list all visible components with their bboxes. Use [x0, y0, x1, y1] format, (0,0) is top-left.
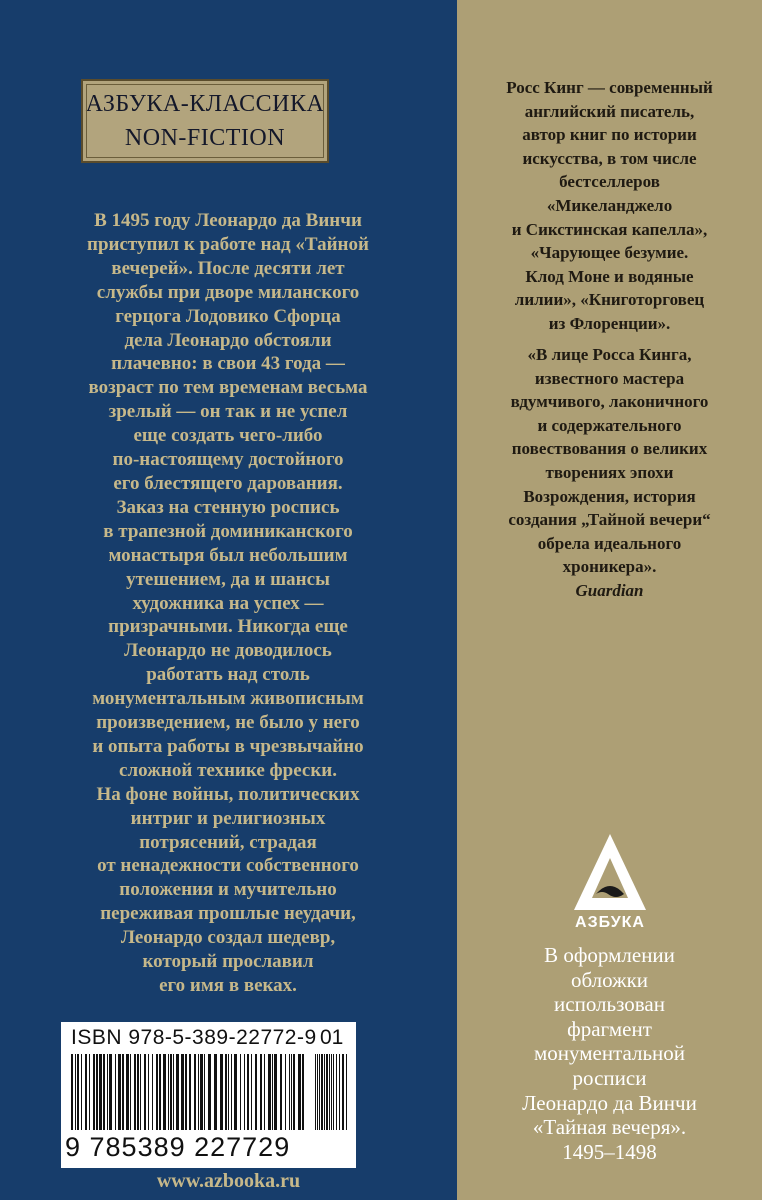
synopsis-line: положения и мучительно	[119, 879, 337, 901]
review-line: обрела идеального	[537, 533, 682, 553]
author-bio-line: Росс Кинг — современный	[506, 78, 713, 97]
review-quote	[477, 343, 742, 603]
synopsis-line: герцога Лодовико Сфорца	[115, 305, 341, 327]
cover-credit	[487, 943, 732, 1164]
isbn-number: ISBN 978-5-389-22772-9	[71, 1026, 317, 1049]
barcode-digits: 9 785389 227729	[65, 1132, 291, 1162]
synopsis-line: работать над столь	[146, 664, 310, 686]
synopsis-line: плачевно: в свои 43 года —	[111, 353, 345, 375]
synopsis-line: утешением, да и шансы	[126, 568, 330, 590]
synopsis-line: приступил к работе над «Тайной	[87, 233, 369, 255]
synopsis-line: его блестящего дарования.	[113, 472, 343, 494]
cover-credit-line: Леонардо да Винчи	[522, 1090, 697, 1115]
synopsis-line: художника на успех —	[132, 592, 324, 614]
synopsis-line: в трапезной доминиканского	[103, 520, 353, 542]
review-line: и содержательного	[537, 415, 682, 435]
isbn-addon: 01	[320, 1026, 344, 1049]
synopsis-line: переживая прошлые неудачи,	[100, 903, 356, 925]
author-bio-line: бестселлеров	[559, 172, 660, 192]
synopsis-line: зрелый — он так и не успел	[108, 401, 348, 423]
cover-credit-line: фрагмент	[567, 1016, 652, 1041]
review-line: известного мастера	[534, 368, 685, 388]
synopsis-line: призрачными. Никогда еще	[108, 616, 348, 638]
review-source: Guardian	[575, 580, 644, 600]
review-line: творениях эпохи	[545, 462, 674, 482]
synopsis-line: и опыта работы в чрезвычайно	[92, 735, 364, 757]
synopsis-line: монастыря был небольшим	[108, 544, 348, 566]
review-line: «В лице Росса Кинга,	[527, 345, 692, 364]
synopsis-line: вечерей». После десяти лет	[111, 257, 345, 279]
author-bio-line: автор книг по истории	[522, 125, 697, 145]
synopsis-line: возраст по тем временам весьма	[88, 377, 368, 399]
author-bio-line: «Чарующее безумие.	[530, 243, 689, 263]
series-name: АЗБУКА-КЛАССИКА	[85, 91, 325, 117]
synopsis-line: Леонардо создал шедевр,	[120, 927, 336, 949]
review-line: создания „Тайной вечери“	[508, 510, 711, 530]
synopsis-line: Заказ на стенную роспись	[116, 496, 340, 518]
review-line: хроникера».	[562, 557, 657, 577]
synopsis-line: монументальным живописным	[92, 688, 364, 710]
synopsis-line: На фоне войны, политических	[96, 783, 360, 805]
barcode-icon	[69, 1054, 349, 1134]
synopsis-line: интриг и религиозных	[130, 807, 326, 829]
review-line: вдумчивого, лаконичного	[510, 392, 709, 412]
author-bio-line: «Микеланджело	[546, 195, 673, 215]
synopsis-line: службы при дворе миланского	[96, 281, 360, 303]
author-bio-line: искусства, в том числе	[522, 148, 697, 168]
synopsis-line: В 1495 году Леонардо да Винчи	[94, 210, 362, 231]
author-bio	[477, 76, 742, 336]
publisher-website: www.azbooka.ru	[156, 1170, 301, 1192]
barcode-label	[61, 1022, 356, 1168]
cover-credit-line: росписи	[572, 1065, 647, 1090]
synopsis-line: по-настоящему достойного	[112, 449, 344, 471]
logo-text: АЗБУКА	[575, 914, 645, 931]
cover-credit-line: «Тайная вечеря».	[532, 1115, 687, 1140]
series-subname: NON-FICTION	[124, 125, 286, 151]
synopsis-line: потрясений, страдая	[139, 831, 317, 853]
synopsis-text	[70, 209, 386, 998]
synopsis-line: от ненадежности собственного	[97, 855, 359, 877]
synopsis-line: еще создать чего-либо	[133, 425, 323, 447]
synopsis-line: который прославил	[142, 951, 314, 973]
synopsis-line: Леонардо не доводилось	[124, 640, 332, 662]
review-line: повествования о великих	[511, 439, 708, 459]
series-label-frame	[86, 84, 324, 158]
author-bio-line: английский писатель,	[524, 101, 695, 121]
cover-credit-line: В оформлении	[544, 943, 675, 967]
cover-credit-line: обложки	[570, 967, 649, 992]
cover-credit-line: использован	[554, 992, 665, 1017]
synopsis-line: произведением, не было у него	[96, 712, 360, 734]
review-line: Возрождения, история	[523, 486, 696, 506]
series-label	[81, 79, 329, 163]
author-bio-line: Клод Моне и водяные	[525, 266, 694, 286]
synopsis-line: сложной технике фрески.	[119, 759, 337, 781]
author-bio-line: лилии», «Книготорговец	[514, 290, 705, 310]
cover-credit-line: 1495–1498	[562, 1139, 657, 1164]
author-bio-line: и Сикстинская капелла»,	[511, 219, 708, 239]
synopsis-line: его имя в веках.	[159, 975, 297, 996]
cover-credit-line: монументальной	[533, 1041, 686, 1066]
author-bio-line: из Флоренции».	[548, 313, 671, 333]
synopsis-line: дела Леонардо обстояли	[124, 329, 332, 351]
